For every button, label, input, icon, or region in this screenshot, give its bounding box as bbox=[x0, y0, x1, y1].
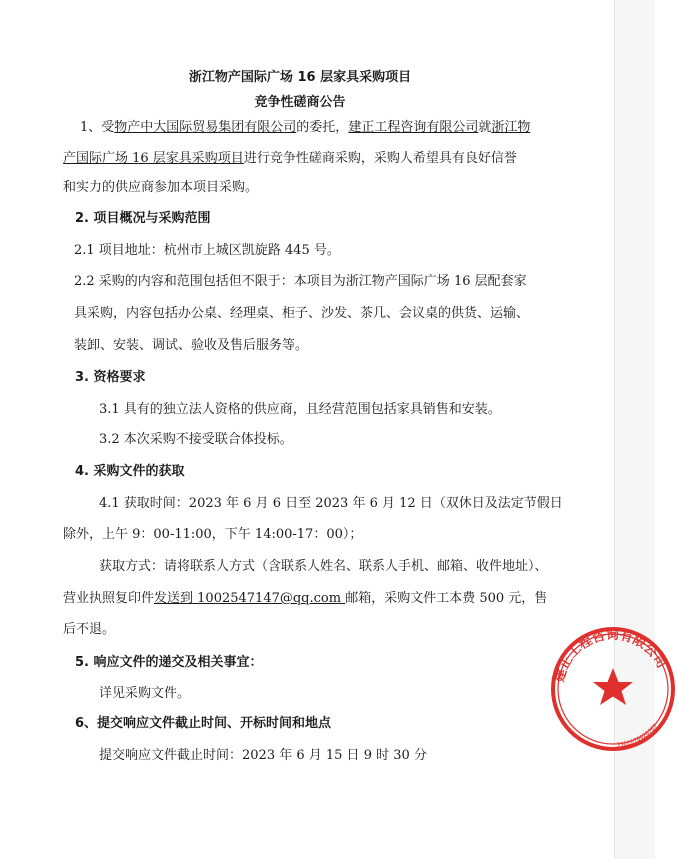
project-name-part2: 产国际广场 16 层家具采购项目 bbox=[63, 151, 244, 166]
section-2-line-4: 装卸、安装、调试、验收及售后服务等。 bbox=[74, 338, 309, 353]
section-5-line-1: 详见采购文件。 bbox=[99, 686, 191, 701]
section-2-heading: 2. 项目概况与采购范围 bbox=[75, 211, 211, 226]
company-seal bbox=[548, 624, 678, 754]
fee-text: 邮箱，采购文件工本费 500 元，售 bbox=[345, 591, 548, 606]
section-2-line-3: 具采购，内容包括办公桌、经理桌、柜子、沙发、茶几、会议桌的供货、运输、 bbox=[74, 306, 530, 321]
agency-name: 建正工程咨询有限公司 bbox=[348, 120, 479, 135]
purchaser-name: 物产中大国际贸易集团有限公司 bbox=[114, 120, 297, 135]
project-name-part1: 浙江物 bbox=[491, 120, 531, 135]
intro-line-3: 和实力的供应商参加本项目采购。 bbox=[63, 180, 259, 195]
intro-prefix: 1、受 bbox=[80, 120, 115, 135]
intro-line-2 bbox=[63, 150, 517, 168]
section-3-line-1: 3.1 具有的独立法人资格的供应商，且经营范围包括家具销售和安装。 bbox=[99, 402, 501, 417]
seal-star-icon bbox=[593, 668, 633, 705]
document-title: 浙江物产国际广场 16 层家具采购项目 bbox=[188, 70, 412, 85]
intro-line-1 bbox=[80, 119, 530, 137]
intro-text: 的委托， bbox=[296, 120, 349, 135]
section-6-heading: 6、提交响应文件截止时间、开标时间和地点 bbox=[75, 716, 332, 731]
section-4-line-3: 获取方式：请将联系人方式（含联系人姓名、联系人手机、邮箱、收件地址）、 bbox=[99, 559, 548, 574]
send-to-email: 发送到 1002547147@qq.com bbox=[154, 591, 346, 606]
seal-text: 建正工程咨询有限公司 bbox=[552, 627, 669, 684]
section-2-line-1: 2.1 项目地址：杭州市上城区凯旋路 445 号。 bbox=[74, 243, 340, 258]
intro-text-3: 进行竞争性磋商采购，采购人希望具有良好信誉 bbox=[243, 151, 517, 166]
section-2-line-2: 2.2 采购的内容和范围包括但不限于：本项目为浙江物产国际广场 16 层配套家 bbox=[74, 274, 527, 289]
document-subtitle: 竞争性磋商公告 bbox=[254, 95, 346, 110]
intro-text-2: 就 bbox=[478, 120, 492, 135]
section-4-line-2: 除外，上午 9：00-11:00，下午 14:00-17：00）； bbox=[63, 527, 363, 542]
section-5-heading: 5. 响应文件的递交及相关事宜： bbox=[75, 655, 263, 670]
license-copy-text: 营业执照复印件 bbox=[63, 591, 155, 606]
section-4-line-4 bbox=[63, 590, 547, 608]
section-4-line-1: 4.1 获取时间：2023 年 6 月 6 日至 2023 年 6 月 12 日（双休日及法定节假日 bbox=[99, 496, 563, 511]
section-4-line-5: 后不退。 bbox=[63, 622, 116, 637]
section-4-heading: 4. 采购文件的获取 bbox=[75, 464, 185, 479]
section-6-line-1: 提交响应文件截止时间：2023 年 6 月 15 日 9 时 30 分 bbox=[99, 748, 427, 763]
seal-code: 3301070020767 bbox=[616, 722, 660, 749]
section-3-line-2: 3.2 本次采购不接受联合体投标。 bbox=[99, 432, 293, 447]
section-3-heading: 3. 资格要求 bbox=[75, 370, 146, 385]
